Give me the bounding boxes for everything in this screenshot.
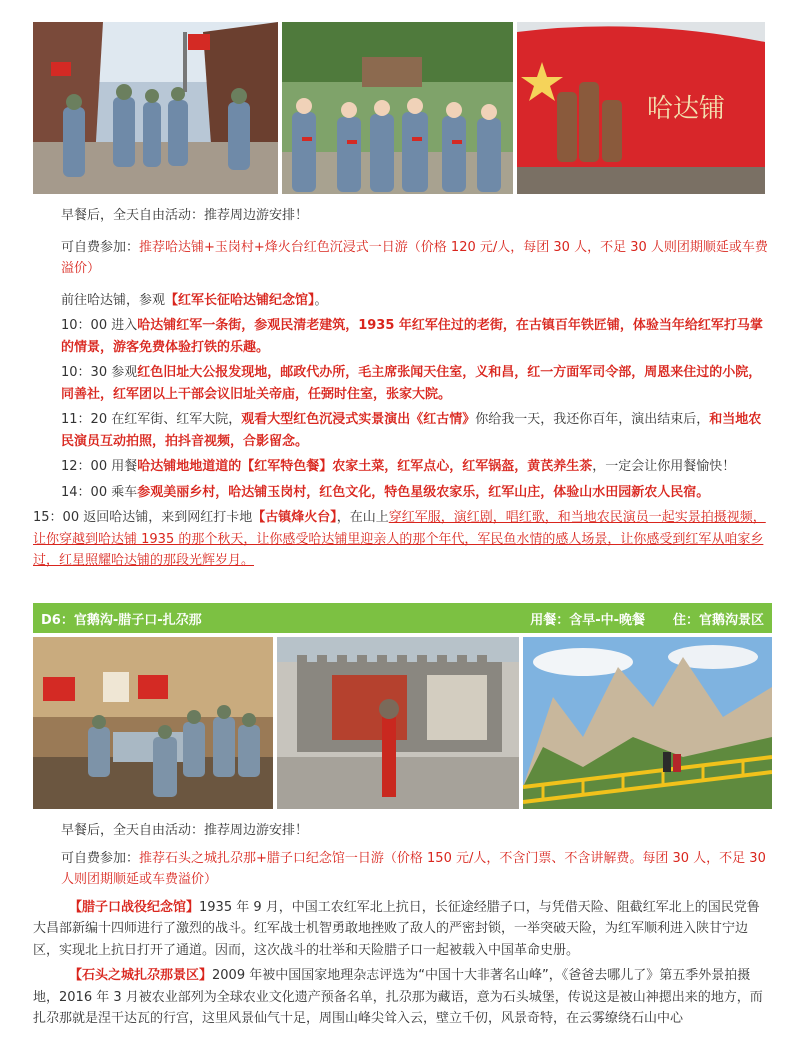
day6-title: D6：官鹅沟-腊子口-扎尕那 — [41, 612, 202, 628]
text-1500-red: 【古镇烽火台】 — [252, 510, 337, 525]
optional-label: 可自费参加： — [61, 239, 140, 255]
day5-morning: 早餐后，全天自由活动：推荐周边游安排！ — [61, 208, 309, 223]
zhagana-paragraph — [33, 965, 768, 1030]
time-1400: 14：00 乘车 — [61, 484, 138, 500]
hadapu-monument-photo — [517, 22, 765, 194]
day5-t1120 — [33, 409, 768, 452]
visit-prefix: 前往哈达铺，参观 — [61, 292, 166, 308]
day6-header-bar — [33, 603, 772, 633]
time-1200: 12：00 用餐 — [61, 459, 138, 474]
day6-itinerary — [33, 820, 768, 1030]
text-1200-red: 哈达铺地地道道的【红军特色餐】农家土菜，红军点心，红军锅盔，黄芪养生茶 — [137, 459, 593, 474]
time-1000: 10：00 进入 — [61, 318, 138, 333]
text-1500-underline: 穿红军服，演红剧，唱红歌，和当地农民演员一起实景拍摄视频，让你穿越到哈达铺 1935 的那个秋天，让你感受哈达铺里迎亲人的那个年代，军民鱼水情的感人场景，让你感受到红军从咱家乡过，红星照耀哈达铺的那段光辉岁月。 — [33, 510, 766, 568]
text-1400: 参观美丽乡村，哈达铺玉岗村，红色文化，特色星级农家乐，红军山庄，体验山水田园新农人民宿。 — [137, 484, 710, 500]
text-1120-mid: 你给我一天，我还你百年，演出结束后， — [475, 412, 710, 427]
optional-text: 推荐哈达铺+玉岗村+烽火台红色沉浸式一日游（价格 120 元/人，每团 30 人，不足 30 人则团期顺延或车费溢价） — [61, 239, 768, 276]
day6-meals: 用餐：含早-中-晚餐 — [530, 612, 645, 628]
day5-t1000 — [33, 315, 768, 358]
day5-t1200 — [33, 456, 768, 478]
day6-optional — [33, 848, 768, 891]
red-army-street-photo — [33, 22, 278, 194]
day5-t1400 — [33, 482, 768, 504]
time-1120: 11：20 在红军街、红军大院， — [61, 412, 242, 427]
day6-morning: 早餐后，全天自由活动：推荐周边游安排！ — [61, 823, 309, 838]
day6-optional-text: 推荐石头之城扎尕那+腊子口纪念馆一日游（价格 150 元/人，不含门票、不含讲解费。每团 30 人，不足 30 人则团期顺延或车费溢价） — [61, 850, 766, 887]
visit-site: 【红军长征哈达铺纪念馆】 — [165, 292, 315, 308]
day5-t1030 — [33, 362, 768, 405]
day5-visit — [33, 290, 768, 312]
zhagana-tag: 【石头之城扎尕那景区】 — [69, 968, 213, 983]
lazikou-text: 1935 年 9 月，中国工农红军北上抗日，长征途经腊子口，与凭借天险、阻截红军北上的国民党鲁大昌部新编十四师进行了激烈的战斗。红军战士机智勇敢地挫败了敌人的严密封锁，一举突破天险，为红军顺利进入陕甘宁边区，实现北上抗日打开了通道。因而，这次战斗的壮举和天险腊子口一起被载入中国革命史册。 — [33, 899, 760, 958]
text-1000: 哈达铺红军一条街，参观民清老建筑，1935 年红军住过的老街，在古镇百年铁匠铺，体验当年给红军打马掌的情景，游客免费体验打铁的乐趣。 — [61, 318, 763, 355]
day5-t1500 — [33, 507, 768, 572]
day6-stay: 住：官鹅沟景区 — [672, 612, 764, 628]
lazikou-paragraph — [33, 897, 768, 962]
battle-diorama-photo — [33, 637, 273, 809]
day5-itinerary — [33, 205, 768, 572]
lazikou-memorial-photo — [277, 637, 519, 809]
day6-photo-row — [33, 637, 772, 809]
day5-optional — [33, 237, 768, 280]
text-1500-mid: ，在山上 — [336, 510, 389, 525]
zhagana-mountain-photo — [523, 637, 772, 809]
time-1500: 15：00 返回哈达铺，来到网红打卡地 — [33, 510, 253, 525]
reenactors-group-photo — [282, 22, 513, 194]
text-1120-red: 观看大型红色沉浸式实景演出《红古情》 — [241, 412, 476, 427]
visit-end: 。 — [314, 292, 328, 308]
lazikou-tag: 【腊子口战役纪念馆】 — [69, 899, 200, 915]
monument-text: 哈达铺 — [647, 94, 726, 124]
text-1030: 红色旧址大公报发现地，邮政代办所，毛主席张闻天住室，义和昌，红一方面军司令部，周恩来住过的小院，同善社，红军团以上干部会议旧址关帝庙，任弼时住室，张家大院。 — [61, 365, 762, 402]
day6-optional-label: 可自费参加： — [61, 850, 140, 866]
time-1030: 10：30 参观 — [61, 365, 138, 380]
zhagana-text: 2009 年被中国国家地理杂志评选为“中国十大非著名山峰”，《爸爸去哪儿了》第五季外景拍摄地，2016 年 3 月被农业部列为全球农业文化遗产预备名单，扎尕那为藏语，意为石头城堡，传说这是被山神摁出来的地方，而扎尕那就是涅干达瓦的行宫，这里风景仙气十足，周围山峰尖耸入云，壁立千仞，风景奇特，在云雾缭绕石山中心 — [33, 968, 763, 1026]
day5-photo-row — [33, 22, 765, 194]
text-1120-red2: 和当地农民演员互动拍照，拍抖音视频，合影留念。 — [61, 412, 762, 449]
text-1200-end: ，一定会让你用餐愉快！ — [592, 459, 736, 474]
